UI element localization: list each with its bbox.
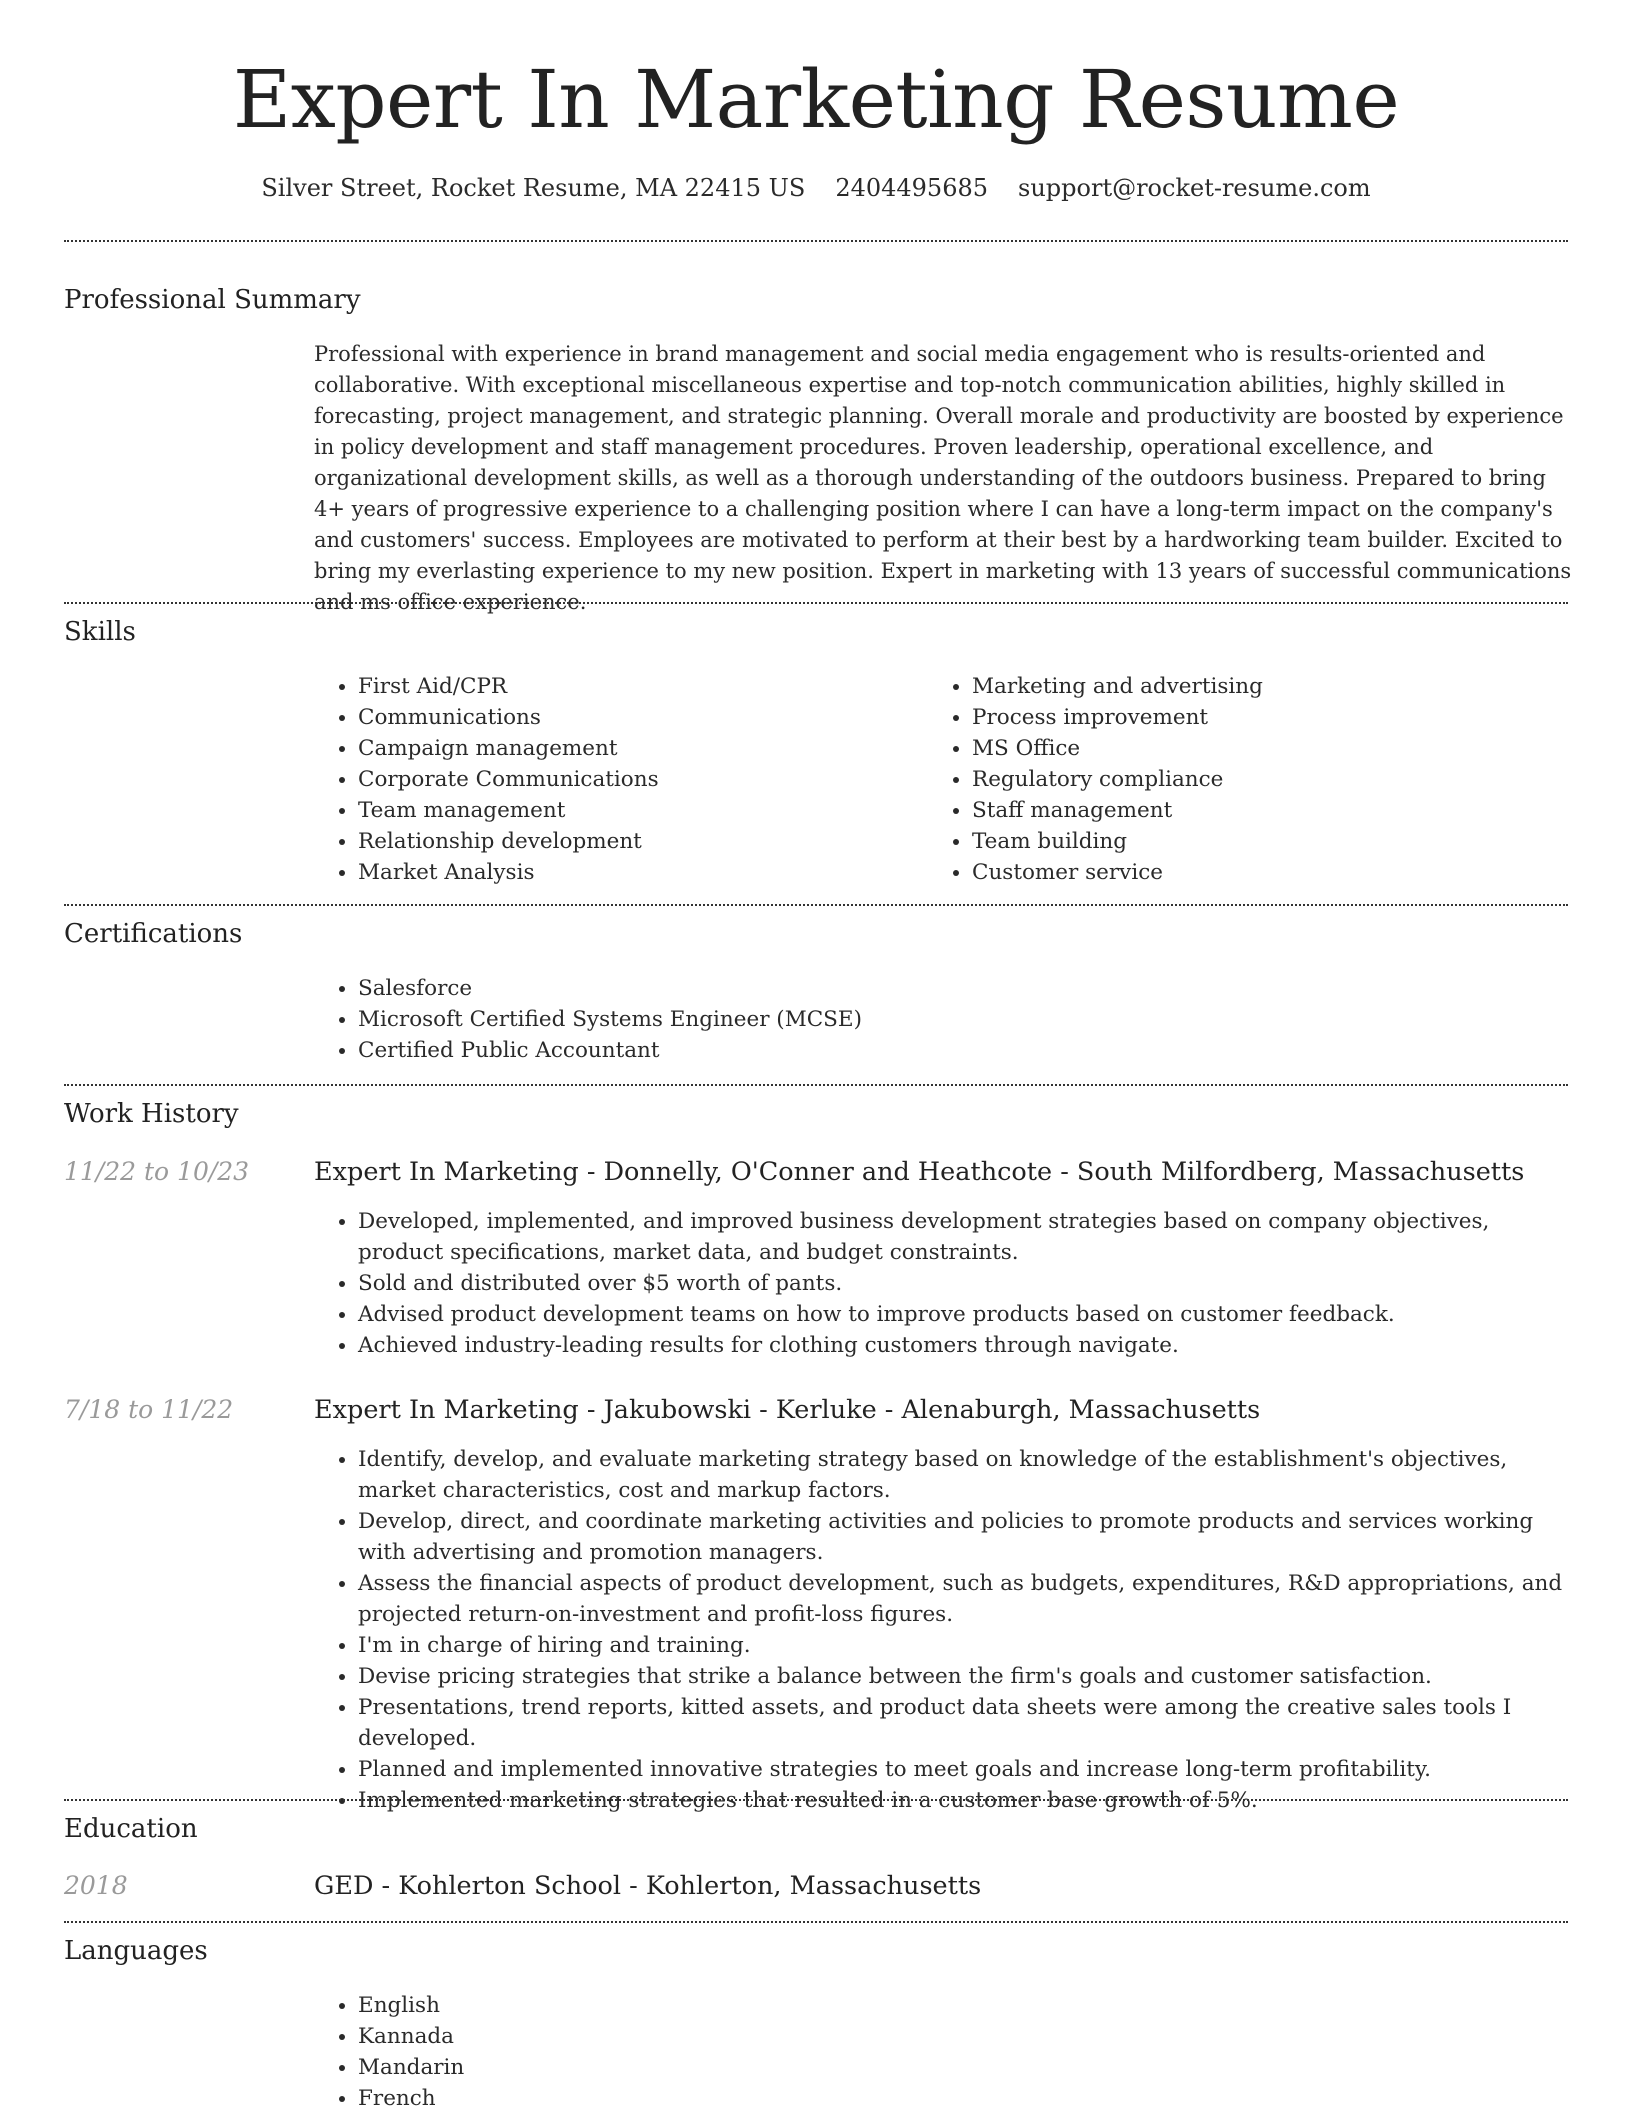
skill-item: • Relationship development — [358, 826, 918, 857]
certifications-heading: Certifications — [64, 919, 243, 949]
job-bullets — [314, 1206, 1572, 1361]
job-dates: 11/22 to 10/23 — [64, 1157, 250, 1186]
section-divider — [64, 1921, 1568, 1923]
work-history-heading: Work History — [64, 1099, 239, 1129]
skill-item: • Marketing and advertising — [972, 671, 1572, 702]
language-item: • Kannada — [358, 2021, 958, 2052]
job-title: Expert In Marketing - Donnelly, O'Conner and Heathcote - South Milfordberg, Massachusetts — [314, 1157, 1525, 1187]
resume-title: Expert In Marketing Resume — [232, 53, 1400, 146]
skill-item: • Communications — [358, 702, 918, 733]
language-item: • French — [358, 2083, 958, 2114]
skills-heading: Skills — [64, 617, 136, 647]
job-bullet: • Achieved industry-leading results for clothing customers through navigate. — [358, 1330, 1572, 1361]
certification-item: • Microsoft Certified Systems Engineer (MCSE) — [358, 1004, 1558, 1035]
summary-heading: Professional Summary — [64, 285, 361, 315]
skill-item: • Team management — [358, 795, 918, 826]
job-bullet: • Advised product development teams on how to improve products based on customer feedback. — [358, 1299, 1572, 1330]
contact-email: support@rocket-resume.com — [1018, 174, 1371, 202]
skill-item: • First Aid/CPR — [358, 671, 918, 702]
skill-item: • Staff management — [972, 795, 1572, 826]
skill-item: • Corporate Communications — [358, 764, 918, 795]
certification-item: • Salesforce — [358, 973, 1558, 1004]
job-bullet: • Developed, implemented, and improved business development strategies based on company objectives, product specifications, market data, and budget constraints. — [358, 1206, 1572, 1268]
job-bullet: • Identify, develop, and evaluate marketing strategy based on knowledge of the establishment's objectives, market characteristics, cost and markup factors. — [358, 1444, 1572, 1506]
section-divider — [64, 904, 1568, 906]
language-item: • Mandarin — [358, 2052, 958, 2083]
job-bullet: • I'm in charge of hiring and training. — [358, 1630, 1572, 1661]
skill-item: • Team building — [972, 826, 1572, 857]
skill-item: • Customer service — [972, 857, 1572, 888]
job-bullet: • Presentations, trend reports, kitted assets, and product data sheets were among the creative sales tools I developed. — [358, 1692, 1572, 1754]
education-heading: Education — [64, 1814, 198, 1844]
skill-item: • Regulatory compliance — [972, 764, 1572, 795]
summary-text: Professional with experience in brand management and social media engagement who is results-oriented and collaborative. With exceptional miscellaneous expertise and top-notch communication abilities, highly skilled in forecasting, project management, and strategic planning. Overall morale and productivity are boosted by experience in policy development and staff management procedures. Proven leadership, operational excellence, and organizational development skills, as well as a thorough understanding of the outdoors business. Prepared to bring 4+ years of progressive experience to a challenging position where I can have a long-term impact on the company's and customers' success. Employees are motivated to perform at their best by a hardworking team builder. Excited to bring my everlasting experience to my new position. Expert in marketing with 13 years of successful communications and ms office experience. — [314, 342, 1572, 614]
job-bullet: • Assess the financial aspects of product development, such as budgets, expenditures, R&D appropriations, and projected return-on-investment and profit-loss figures. — [358, 1568, 1572, 1630]
education-entry: GED - Kohlerton School - Kohlerton, Massachusetts — [314, 1871, 982, 1901]
section-divider — [64, 1084, 1568, 1086]
languages-list — [314, 1990, 958, 2114]
skills-list-left — [314, 671, 918, 888]
job-bullet: • Devise pricing strategies that strike a balance between the firm's goals and customer satisfaction. — [358, 1661, 1572, 1692]
certifications-list — [314, 973, 1558, 1066]
skill-item: • Market Analysis — [358, 857, 918, 888]
language-item: • English — [358, 1990, 958, 2021]
contact-phone: 2404495685 — [835, 174, 989, 202]
contact-address: Silver Street, Rocket Resume, MA 22415 US — [261, 174, 806, 202]
certification-item: • Certified Public Accountant — [358, 1035, 1558, 1066]
skill-item: • MS Office — [972, 733, 1572, 764]
job-bullets — [314, 1444, 1572, 1816]
job-bullet: • Develop, direct, and coordinate marketing activities and policies to promote products and services working with advertising and promotion managers. — [358, 1506, 1572, 1568]
section-divider — [64, 1799, 1568, 1801]
languages-heading: Languages — [64, 1936, 208, 1966]
contact-line — [0, 172, 1632, 204]
skill-item: • Process improvement — [972, 702, 1572, 733]
job-dates: 7/18 to 11/22 — [64, 1395, 234, 1424]
job-bullet: • Implemented marketing strategies that resulted in a customer base growth of 5%. — [358, 1785, 1572, 1816]
job-bullet: • Planned and implemented innovative strategies to meet goals and increase long-term profitability. — [358, 1754, 1572, 1785]
skill-item: • Campaign management — [358, 733, 918, 764]
job-bullet: • Sold and distributed over $5 worth of pants. — [358, 1268, 1572, 1299]
skills-list-right — [928, 671, 1572, 888]
education-date: 2018 — [64, 1871, 128, 1900]
section-divider — [64, 240, 1568, 242]
job-title: Expert In Marketing - Jakubowski - Kerluke - Alenaburgh, Massachusetts — [314, 1395, 1261, 1425]
section-divider — [64, 602, 1568, 604]
